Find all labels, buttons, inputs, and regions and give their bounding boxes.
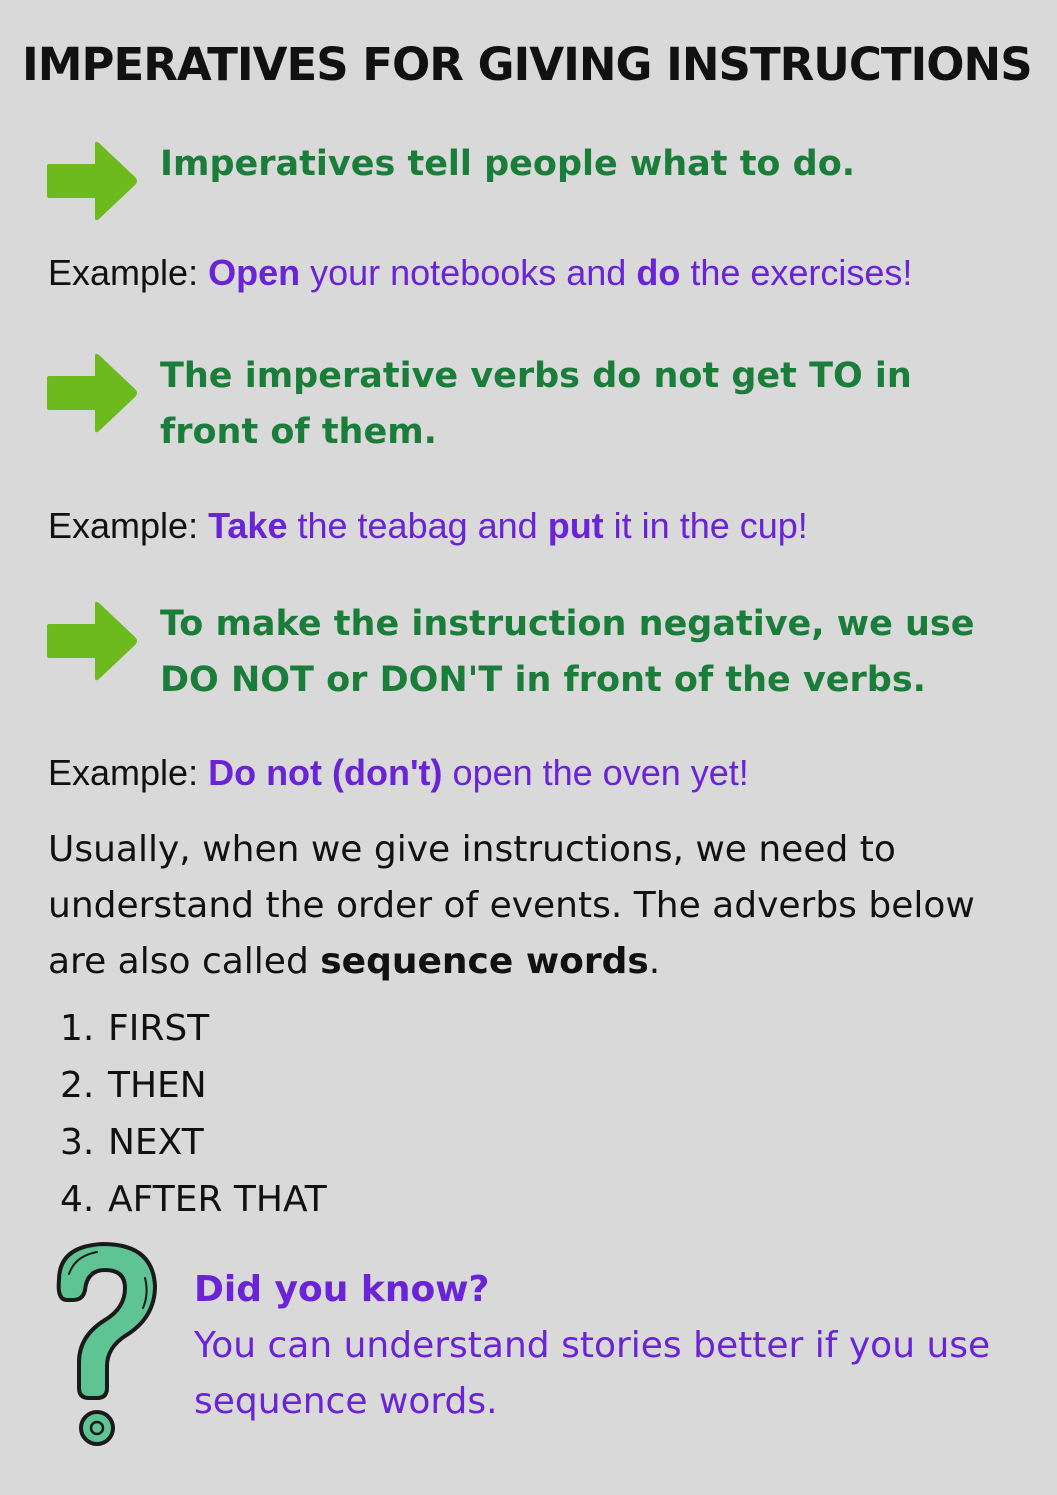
arrow-right-icon [45, 352, 139, 434]
page-title: IMPERATIVES FOR GIVING INSTRUCTIONS [22, 38, 1032, 91]
did-you-know [194, 1262, 1034, 1430]
example-1 [48, 252, 1038, 294]
example-verb: put [547, 505, 604, 546]
example-text: open the oven yet! [442, 752, 749, 793]
example-verb: Do not (don't) [208, 752, 443, 793]
list-item [60, 1057, 327, 1114]
question-mark-icon [45, 1238, 165, 1448]
list-word: FIRST [108, 1008, 210, 1049]
example-3 [48, 752, 1038, 794]
example-text: your notebooks and [300, 252, 637, 293]
did-you-know-text: You can understand stories better if you use sequence words. [194, 1325, 991, 1422]
example-label: Example: [48, 252, 209, 293]
example-verb: do [636, 252, 681, 293]
arrow-right-icon [45, 600, 139, 682]
list-number: 2. [60, 1065, 95, 1106]
list-item [60, 1000, 327, 1057]
paragraph-bold-term: sequence words [320, 941, 649, 982]
example-text: the exercises! [680, 252, 913, 293]
list-word: AFTER THAT [108, 1179, 327, 1220]
paragraph-text: Usually, when we give instructions, we need to understand the order of events. The adverbs below are also called [48, 829, 975, 982]
point-text: Imperatives tell people what to do. [160, 144, 856, 184]
list-word: NEXT [108, 1122, 204, 1163]
example-text: it in the cup! [603, 505, 808, 546]
list-item [60, 1171, 327, 1228]
point-text: The imperative verbs do not get TO in front of them. [160, 356, 912, 452]
example-verb: Open [208, 252, 301, 293]
sequence-words-list [60, 1000, 327, 1228]
arrow-right-icon [45, 140, 139, 222]
sequence-paragraph [48, 822, 1038, 990]
did-you-know-title: Did you know? [194, 1269, 490, 1310]
list-item [60, 1114, 327, 1171]
example-text: the teabag and [287, 505, 548, 546]
example-label: Example: [48, 752, 209, 793]
list-number: 1. [60, 1008, 95, 1049]
example-verb: Take [208, 505, 288, 546]
list-number: 4. [60, 1179, 95, 1220]
point-text: To make the instruction negative, we use DO NOT or DON'T in front of the verbs. [160, 604, 975, 700]
list-number: 3. [60, 1122, 95, 1163]
example-2 [48, 505, 1038, 547]
list-word: THEN [108, 1065, 207, 1106]
example-label: Example: [48, 505, 209, 546]
paragraph-end: . [648, 941, 661, 982]
